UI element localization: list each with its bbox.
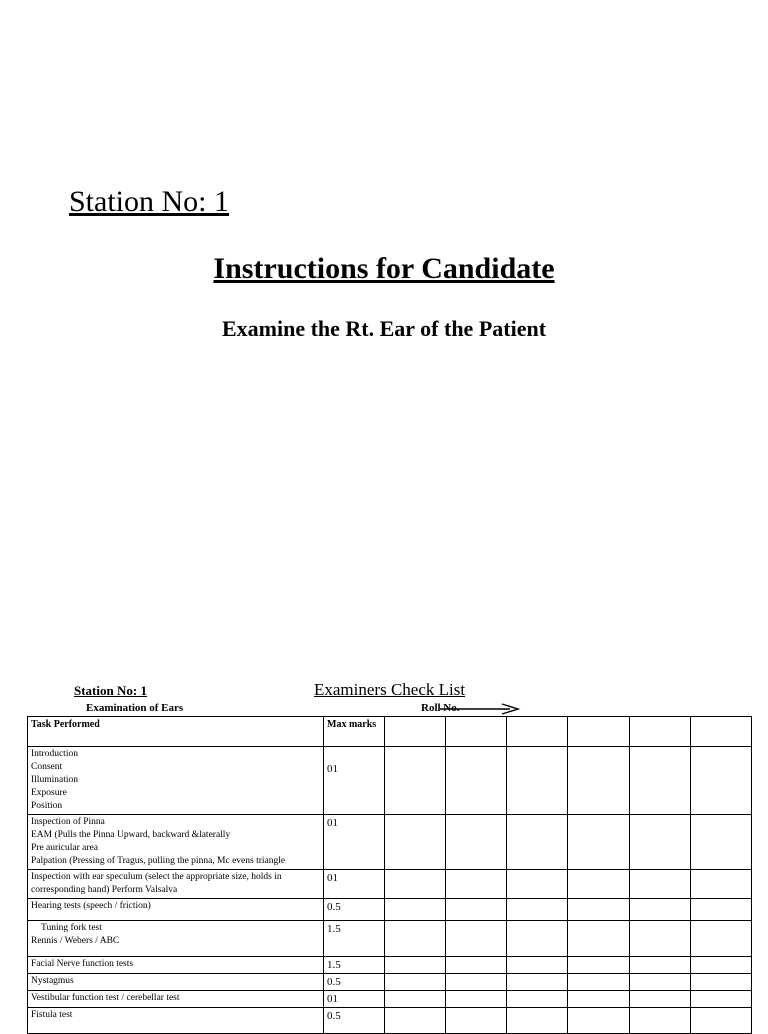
max-marks-column-header: Max marks bbox=[324, 717, 385, 747]
score-cell[interactable] bbox=[507, 991, 568, 1008]
score-cell[interactable] bbox=[385, 974, 446, 991]
score-cell[interactable] bbox=[630, 815, 691, 870]
task-cell bbox=[28, 815, 324, 870]
task-line: Inspection with ear speculum (select the appropriate size, holds in corresponding hand) Perform Valsalva bbox=[31, 872, 282, 895]
score-cell[interactable] bbox=[385, 991, 446, 1008]
score-cell[interactable] bbox=[446, 991, 507, 1008]
score-cell[interactable] bbox=[630, 1008, 691, 1034]
score-cell[interactable] bbox=[446, 815, 507, 870]
task-cell bbox=[28, 899, 324, 921]
score-cell[interactable] bbox=[691, 899, 752, 921]
score-cell[interactable] bbox=[568, 1008, 630, 1034]
task-line: Position bbox=[31, 801, 63, 811]
score-cell[interactable] bbox=[630, 991, 691, 1008]
max-marks-cell: 0.5 bbox=[324, 974, 385, 991]
instructions-title: Instructions for Candidate bbox=[213, 252, 555, 285]
score-cell[interactable] bbox=[446, 870, 507, 899]
score-cell[interactable] bbox=[568, 747, 630, 815]
task-cell bbox=[28, 991, 324, 1008]
score-cell[interactable] bbox=[691, 1008, 752, 1034]
task-line: Introduction bbox=[31, 749, 78, 759]
score-cell[interactable] bbox=[385, 815, 446, 870]
instruction-text: Examine the Rt. Ear of the Patient bbox=[221, 316, 547, 341]
max-marks-cell: 1.5 bbox=[324, 921, 385, 957]
task-line: Illumination bbox=[31, 775, 78, 785]
score-cell[interactable] bbox=[385, 899, 446, 921]
score-cell[interactable] bbox=[385, 921, 446, 957]
table-row bbox=[28, 899, 752, 921]
task-cell bbox=[28, 870, 324, 899]
table-row bbox=[28, 1008, 752, 1034]
max-marks-cell: 01 bbox=[324, 815, 385, 870]
score-cell[interactable] bbox=[507, 1008, 568, 1034]
task-column-header: Task Performed bbox=[28, 717, 324, 747]
score-cell[interactable] bbox=[691, 921, 752, 957]
candidate-column bbox=[691, 717, 752, 747]
max-marks-cell: 01 bbox=[324, 747, 385, 815]
candidate-column bbox=[385, 717, 446, 747]
score-cell[interactable] bbox=[568, 991, 630, 1008]
score-cell[interactable] bbox=[507, 957, 568, 974]
task-cell bbox=[28, 747, 324, 815]
task-line: Rennis / Webers / ABC bbox=[31, 936, 120, 946]
task-line: Inspection of Pinna bbox=[31, 817, 105, 827]
task-line: EAM (Pulls the Pinna Upward, backward &laterally bbox=[31, 830, 231, 840]
score-cell[interactable] bbox=[568, 815, 630, 870]
score-cell[interactable] bbox=[568, 870, 630, 899]
table-row bbox=[28, 921, 752, 957]
score-cell[interactable] bbox=[385, 1008, 446, 1034]
task-line: Facial Nerve function tests bbox=[31, 959, 134, 969]
checklist-subtitle: Examination of Ears bbox=[86, 702, 184, 714]
task-line: Pre auricular area bbox=[31, 843, 98, 853]
examiner-checklist-table bbox=[27, 716, 752, 1034]
score-cell[interactable] bbox=[691, 974, 752, 991]
score-cell[interactable] bbox=[691, 815, 752, 870]
score-cell[interactable] bbox=[507, 815, 568, 870]
score-cell[interactable] bbox=[630, 870, 691, 899]
task-cell bbox=[28, 1008, 324, 1034]
table-header-row bbox=[28, 717, 752, 747]
score-cell[interactable] bbox=[507, 899, 568, 921]
table-row bbox=[28, 870, 752, 899]
task-line: Tuning fork test bbox=[41, 923, 102, 933]
roll-number-label: Roll No. bbox=[421, 702, 460, 714]
score-cell[interactable] bbox=[691, 870, 752, 899]
score-cell[interactable] bbox=[446, 899, 507, 921]
score-cell[interactable] bbox=[691, 747, 752, 815]
score-cell[interactable] bbox=[568, 974, 630, 991]
checklist-station-label: Station No: 1 bbox=[74, 683, 147, 698]
table-row bbox=[28, 747, 752, 815]
score-cell[interactable] bbox=[507, 921, 568, 957]
score-cell[interactable] bbox=[568, 921, 630, 957]
score-cell[interactable] bbox=[630, 921, 691, 957]
task-cell bbox=[28, 957, 324, 974]
score-cell[interactable] bbox=[630, 747, 691, 815]
checklist-title: Examiners Check List bbox=[314, 680, 466, 699]
score-cell[interactable] bbox=[691, 991, 752, 1008]
task-line: Exposure bbox=[31, 788, 67, 798]
task-line: Hearing tests (speech / friction) bbox=[31, 901, 151, 911]
table-row bbox=[28, 957, 752, 974]
table-row bbox=[28, 991, 752, 1008]
table-row bbox=[28, 815, 752, 870]
score-cell[interactable] bbox=[630, 974, 691, 991]
candidate-column bbox=[446, 717, 507, 747]
max-marks-cell: 01 bbox=[324, 991, 385, 1008]
table-row bbox=[28, 974, 752, 991]
max-marks-cell: 0.5 bbox=[324, 899, 385, 921]
score-cell[interactable] bbox=[568, 957, 630, 974]
score-cell[interactable] bbox=[446, 1008, 507, 1034]
score-cell[interactable] bbox=[630, 957, 691, 974]
score-cell[interactable] bbox=[507, 974, 568, 991]
score-cell[interactable] bbox=[507, 747, 568, 815]
task-line: Fistula test bbox=[31, 1010, 73, 1020]
max-marks-cell: 01 bbox=[324, 870, 385, 899]
score-cell[interactable] bbox=[507, 870, 568, 899]
task-line: Vestibular function test / cerebellar test bbox=[31, 993, 180, 1003]
max-marks-cell: 1.5 bbox=[324, 957, 385, 974]
score-cell[interactable] bbox=[446, 974, 507, 991]
task-cell bbox=[28, 974, 324, 991]
candidate-column bbox=[507, 717, 568, 747]
max-marks-cell: 0.5 bbox=[324, 1008, 385, 1034]
score-cell[interactable] bbox=[385, 747, 446, 815]
candidate-column bbox=[568, 717, 630, 747]
station-heading: Station No: 1 bbox=[69, 185, 230, 218]
score-cell[interactable] bbox=[446, 747, 507, 815]
score-cell[interactable] bbox=[385, 957, 446, 974]
score-cell[interactable] bbox=[446, 957, 507, 974]
task-cell bbox=[28, 921, 324, 957]
score-cell[interactable] bbox=[691, 957, 752, 974]
score-cell[interactable] bbox=[385, 870, 446, 899]
task-line: Consent bbox=[31, 762, 63, 772]
score-cell[interactable] bbox=[630, 899, 691, 921]
arrow-right-icon bbox=[440, 702, 522, 716]
score-cell[interactable] bbox=[446, 921, 507, 957]
candidate-column bbox=[630, 717, 691, 747]
task-line: Nystagmus bbox=[31, 976, 74, 986]
score-cell[interactable] bbox=[568, 899, 630, 921]
task-line: Palpation (Pressing of Tragus, pulling the pinna, Mc evens triangle bbox=[31, 856, 286, 866]
